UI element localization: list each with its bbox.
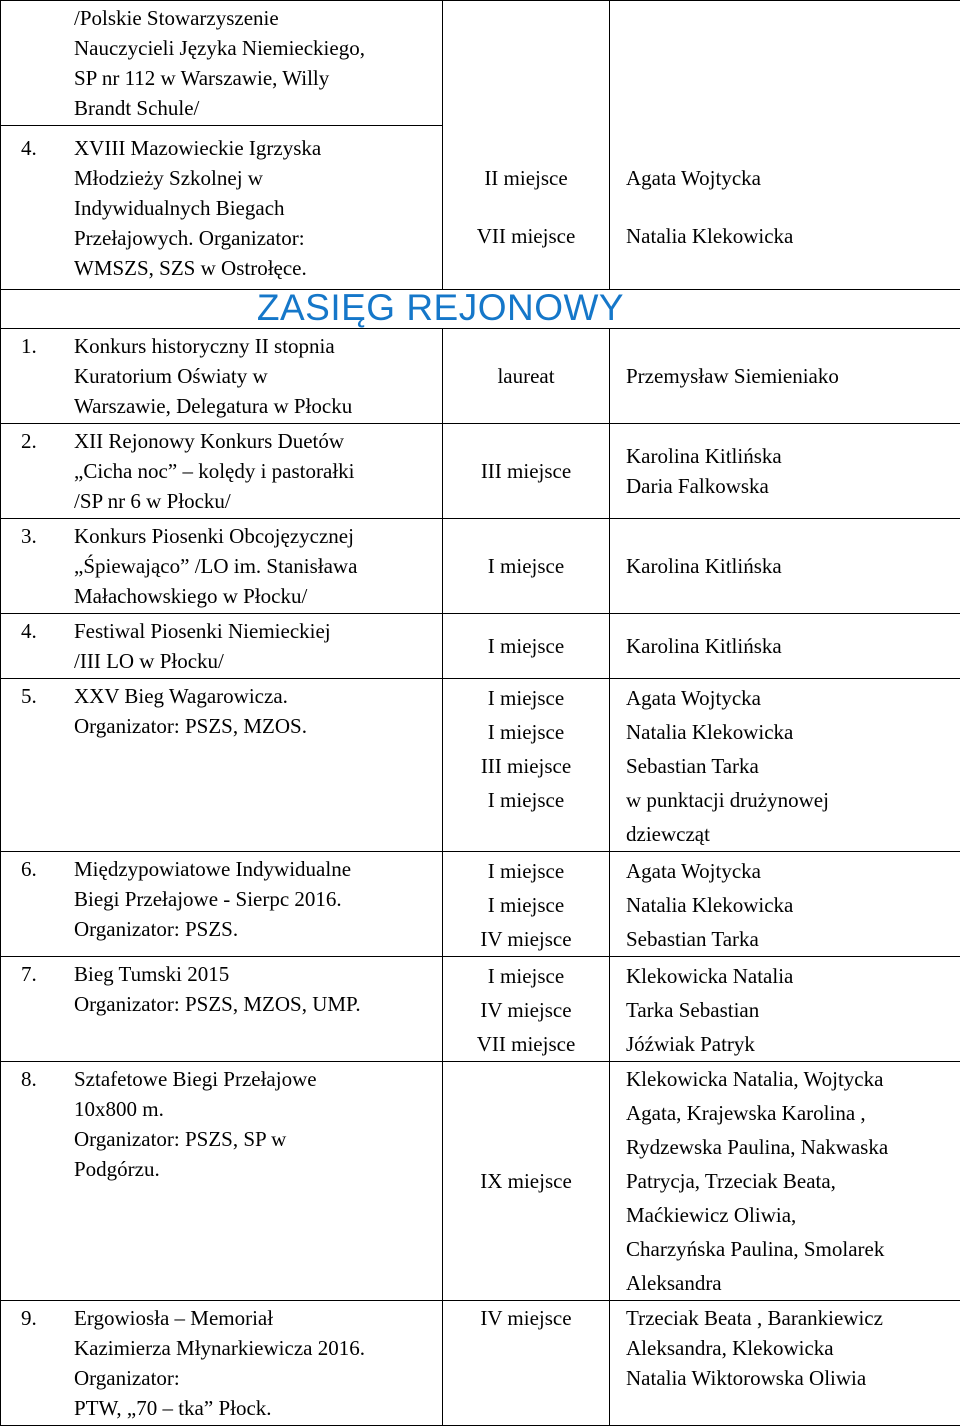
participant-name: Klekowicka Natalia	[626, 959, 960, 993]
section-header	[1, 290, 960, 329]
participant-name: Natalia Klekowicka	[626, 715, 960, 749]
participant-cell	[610, 519, 960, 614]
section-title: ZASIĘG REJONOWY	[257, 287, 624, 328]
competition-line: 10x800 m.	[74, 1094, 434, 1124]
place-value: VII miejsce	[443, 1027, 609, 1061]
competition-line: Organizator: PSZS, MZOS, UMP.	[74, 989, 434, 1019]
place-value: I miejsce	[443, 888, 609, 922]
competition-line: Konkurs historyczny II stopnia	[74, 331, 434, 361]
participant-cell	[610, 329, 960, 424]
participant-name: Natalia Wiktorowska Oliwia	[626, 1363, 960, 1393]
table-row	[1, 614, 960, 679]
competition-line: „Cicha noc” – kolędy i pastorałki	[74, 456, 434, 486]
participant-name: Agata Wojtycka	[626, 681, 960, 715]
participant-cell	[610, 126, 960, 290]
competition-line: Sztafetowe Biegi Przełajowe	[74, 1064, 434, 1094]
participant-cell	[610, 1301, 960, 1426]
place-value: III miejsce	[443, 749, 609, 783]
participant-cell	[610, 957, 960, 1062]
competition-cell	[1, 1301, 443, 1426]
place-value: II miejsce	[443, 149, 609, 207]
competition-line: Organizator: PSZS.	[74, 914, 434, 944]
item-number: 5.	[21, 681, 74, 741]
table-row	[1, 957, 960, 1062]
competition-name	[74, 521, 434, 611]
item-number: 3.	[21, 521, 74, 611]
competition-line: /SP nr 6 w Płocku/	[74, 486, 434, 516]
participant-name: Klekowicka Natalia, Wojtycka	[626, 1062, 960, 1096]
place-value: IV miejsce	[443, 993, 609, 1027]
competition-line: Konkurs Piosenki Obcojęzycznej	[74, 521, 434, 551]
table-row	[1, 329, 960, 424]
item-number: 8.	[21, 1064, 74, 1184]
competition-name	[74, 681, 434, 741]
competition-name	[74, 133, 434, 283]
table-row	[1, 852, 960, 957]
participant-name: Jóźwiak Patryk	[626, 1027, 960, 1061]
competition-line: Podgórzu.	[74, 1154, 434, 1184]
participant-cell	[610, 424, 960, 519]
place-value: IV miejsce	[443, 922, 609, 956]
competition-line: XVIII Mazowieckie Igrzyska	[74, 133, 434, 163]
section-row	[1, 290, 960, 329]
competition-cell	[1, 424, 443, 519]
competition-line: Kazimierza Młynarkiewicza 2016.	[74, 1333, 434, 1363]
participant-name: Tarka Sebastian	[626, 993, 960, 1027]
competition-line: XII Rejonowy Konkurs Duetów	[74, 426, 434, 456]
place-cell	[443, 1, 610, 126]
item-number	[21, 3, 74, 123]
competition-line: Brandt Schule/	[74, 93, 434, 123]
participant-name: w punktacji drużynowej	[626, 783, 960, 817]
participant-name: Daria Falkowska	[626, 471, 960, 501]
participant-name: Agata Wojtycka	[626, 854, 960, 888]
competition-line: Organizator:	[74, 1363, 434, 1393]
item-number: 7.	[21, 959, 74, 1019]
competition-line: Młodzieży Szkolnej w	[74, 163, 434, 193]
participant-name: Maćkiewicz Oliwia,	[626, 1198, 960, 1232]
place-cell	[443, 852, 610, 957]
competition-cell	[1, 329, 443, 424]
competition-cell	[1, 126, 443, 290]
participant-name: Natalia Klekowicka	[626, 888, 960, 922]
participant-name: Rydzewska Paulina, Nakwaska	[626, 1130, 960, 1164]
competition-line: Organizator: PSZS, SP w	[74, 1124, 434, 1154]
table-row	[1, 1062, 960, 1301]
competition-name	[74, 426, 434, 516]
item-number: 2.	[21, 426, 74, 516]
place-value: I miejsce	[443, 681, 609, 715]
competition-cell	[1, 957, 443, 1062]
competition-line: /III LO w Płocku/	[74, 646, 434, 676]
competition-line: Międzypowiatowe Indywidualne	[74, 854, 434, 884]
competition-cell	[1, 614, 443, 679]
participant-name: Natalia Klekowicka	[626, 207, 960, 265]
competition-line: Nauczycieli Języka Niemieckiego,	[74, 33, 434, 63]
competition-line: Małachowskiego w Płocku/	[74, 581, 434, 611]
place-value: IX miejsce	[443, 1166, 609, 1196]
participant-name: Karolina Kitlińska	[626, 441, 960, 471]
table-row	[1, 1, 960, 126]
place-value: I miejsce	[443, 854, 609, 888]
participant-cell	[610, 1062, 960, 1301]
participant-name: Agata, Krajewska Karolina ,	[626, 1096, 960, 1130]
competition-line: XXV Bieg Wagarowicza.	[74, 681, 434, 711]
competition-cell	[1, 1062, 443, 1301]
participant-name: dziewcząt	[626, 817, 960, 851]
place-cell	[443, 424, 610, 519]
place-cell	[443, 1062, 610, 1301]
place-value: laureat	[443, 361, 609, 391]
competition-cell	[1, 1, 443, 126]
place-value: I miejsce	[443, 783, 609, 817]
competition-line: Biegi Przełajowe - Sierpc 2016.	[74, 884, 434, 914]
competition-name	[74, 1064, 434, 1184]
item-number: 9.	[21, 1303, 74, 1423]
participant-cell	[610, 679, 960, 852]
competition-name	[74, 1303, 434, 1423]
place-cell	[443, 957, 610, 1062]
participant-cell	[610, 614, 960, 679]
participant-name: Sebastian Tarka	[626, 749, 960, 783]
competition-line: Warszawie, Delegatura w Płocku	[74, 391, 434, 421]
place-value: I miejsce	[443, 551, 609, 581]
participant-name: Karolina Kitlińska	[626, 631, 960, 661]
competition-line: Bieg Tumski 2015	[74, 959, 434, 989]
table-row	[1, 1301, 960, 1426]
participant-cell	[610, 852, 960, 957]
participant-name: Sebastian Tarka	[626, 922, 960, 956]
table-row	[1, 519, 960, 614]
competition-cell	[1, 852, 443, 957]
participant-name: Agata Wojtycka	[626, 149, 960, 207]
place-cell	[443, 519, 610, 614]
item-number: 4.	[21, 133, 74, 283]
place-value: IV miejsce	[443, 1303, 609, 1333]
competition-line: Festiwal Piosenki Niemieckiej	[74, 616, 434, 646]
competition-cell	[1, 679, 443, 852]
participant-name: Trzeciak Beata , Barankiewicz	[626, 1303, 960, 1333]
place-value: III miejsce	[443, 456, 609, 486]
place-cell	[443, 329, 610, 424]
participant-name: Patrycja, Trzeciak Beata,	[626, 1164, 960, 1198]
competition-name	[74, 616, 434, 676]
competition-cell	[1, 519, 443, 614]
participant-cell	[610, 1, 960, 126]
place-value: I miejsce	[443, 715, 609, 749]
competition-line: /Polskie Stowarzyszenie	[74, 3, 434, 33]
place-value: I miejsce	[443, 959, 609, 993]
competition-line: Przełajowych. Organizator:	[74, 223, 434, 253]
place-value: I miejsce	[443, 631, 609, 661]
participant-name: Aleksandra, Klekowicka	[626, 1333, 960, 1363]
competition-line: Kuratorium Oświaty w	[74, 361, 434, 391]
competition-line: SP nr 112 w Warszawie, Willy	[74, 63, 434, 93]
competition-line: „Śpiewająco” /LO im. Stanisława	[74, 551, 434, 581]
participant-name: Przemysław Siemieniako	[626, 361, 960, 391]
table-row	[1, 424, 960, 519]
place-cell	[443, 679, 610, 852]
competition-line: Indywidualnych Biegach	[74, 193, 434, 223]
place-cell	[443, 126, 610, 290]
competition-name	[74, 854, 434, 944]
competition-line: Ergowiosła – Memoriał	[74, 1303, 434, 1333]
item-number: 4.	[21, 616, 74, 676]
competition-name	[74, 959, 434, 1019]
participant-name: Aleksandra	[626, 1266, 960, 1300]
item-number: 1.	[21, 331, 74, 421]
competition-name	[74, 3, 434, 123]
table-row	[1, 126, 960, 290]
place-cell	[443, 614, 610, 679]
participant-name: Karolina Kitlińska	[626, 551, 960, 581]
competition-line: Organizator: PSZS, MZOS.	[74, 711, 434, 741]
participant-name: Charzyńska Paulina, Smolarek	[626, 1232, 960, 1266]
place-value: VII miejsce	[443, 207, 609, 265]
table-row	[1, 679, 960, 852]
competition-line: PTW, „70 – tka” Płock.	[74, 1393, 434, 1423]
competition-name	[74, 331, 434, 421]
place-cell	[443, 1301, 610, 1426]
item-number: 6.	[21, 854, 74, 944]
competition-line: WMSZS, SZS w Ostrołęce.	[74, 253, 434, 283]
